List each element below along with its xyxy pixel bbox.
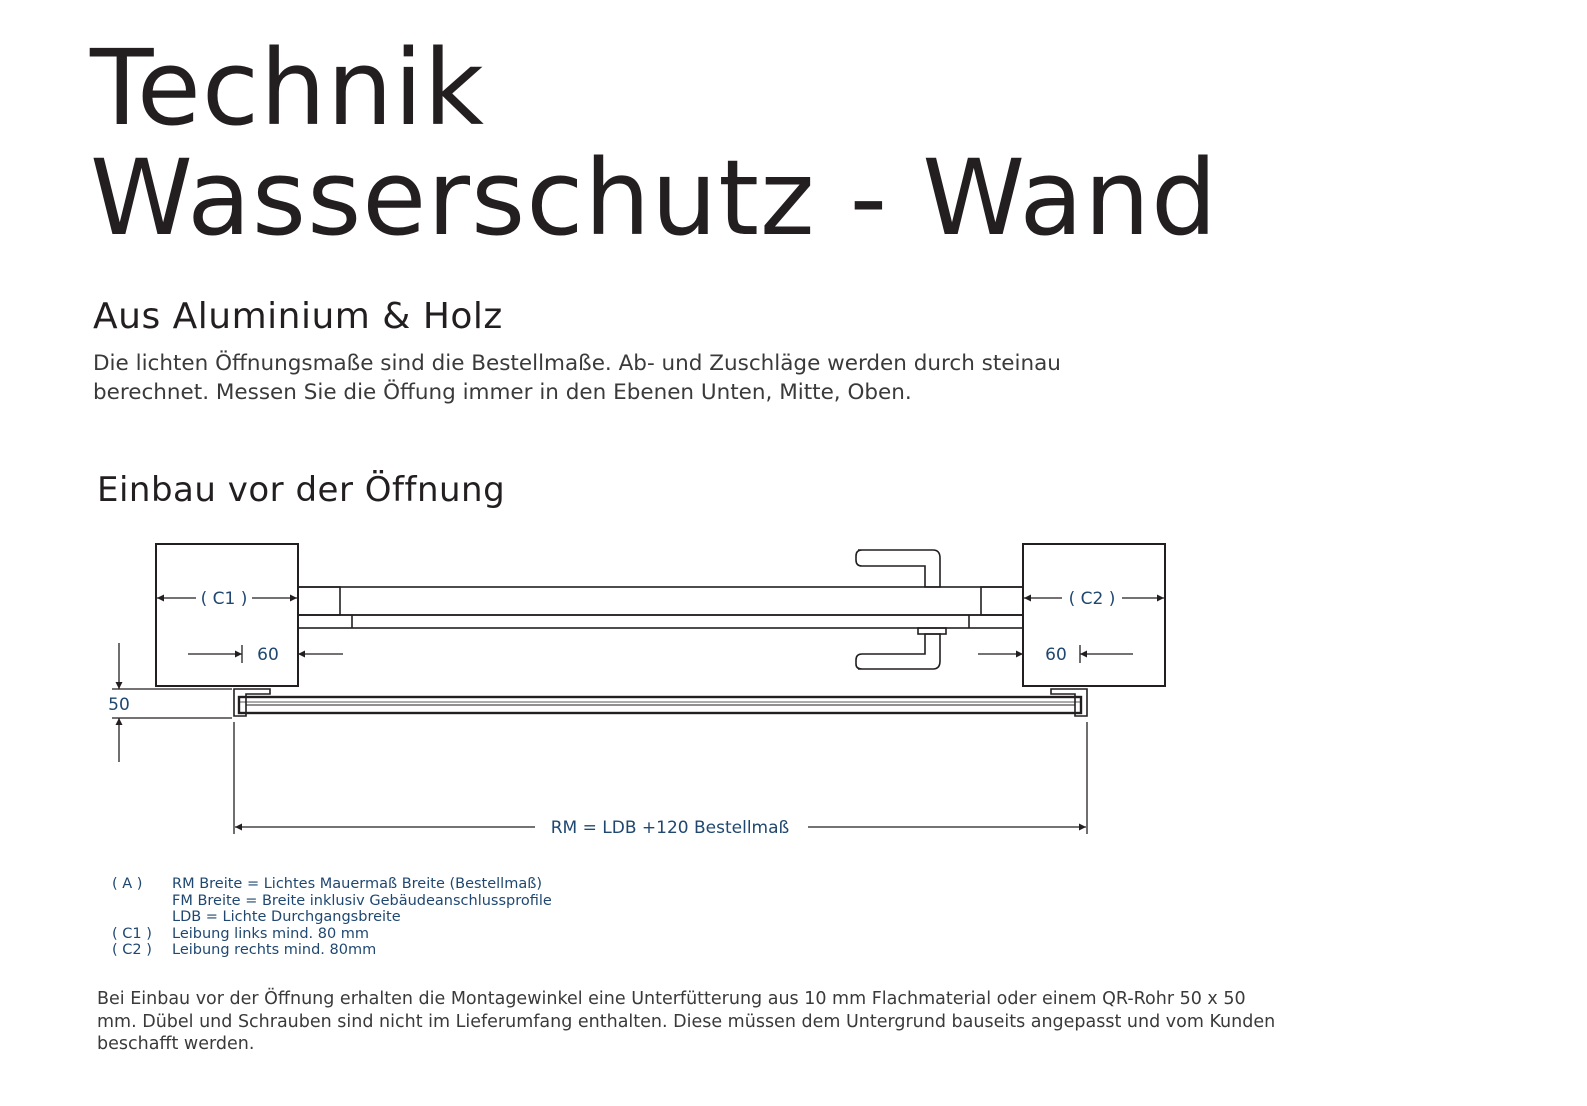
- label-c2: ( C2 ): [1068, 589, 1116, 609]
- dimension-left-60-label: 60: [257, 645, 279, 665]
- dimension-right-60-label: 60: [1045, 645, 1067, 665]
- frame-profile: [234, 689, 1087, 716]
- page-title-line-1: Technik: [90, 27, 485, 149]
- legend-key: [112, 909, 172, 926]
- legend-key: ( C1 ): [112, 925, 152, 942]
- dimension-50: [112, 643, 232, 762]
- legend-row: [112, 893, 552, 910]
- section-title: Einbau vor der Öffnung: [97, 470, 506, 510]
- legend-row: [112, 909, 552, 926]
- legend-key: ( C2 ): [112, 942, 152, 958]
- legend-text: LDB = Lichte Durchgangsbreite: [172, 909, 401, 925]
- subtitle: Aus Aluminium & Holz: [93, 296, 503, 337]
- label-c1: ( C1 ): [200, 589, 248, 609]
- legend-key: [112, 893, 172, 910]
- dimension-50-label: 50: [108, 695, 130, 715]
- page-title-line-2: Wasserschutz - Wand: [90, 137, 1219, 259]
- door-handle: [856, 550, 946, 669]
- door-leaf: [298, 587, 1023, 628]
- dimension-total-label: RM = LDB +120 Bestellmaß: [550, 818, 790, 838]
- legend-text: RM Breite = Lichtes Mauermaß Breite (Bestellmaß): [172, 876, 543, 892]
- legend-row: [112, 926, 552, 943]
- legend: [112, 876, 552, 959]
- legend-text: FM Breite = Breite inklusiv Gebäudeanschlussprofile: [172, 892, 552, 909]
- legend-text: Leibung links mind. 80 mm: [172, 925, 370, 942]
- legend-row: [112, 876, 552, 893]
- installation-note: Bei Einbau vor der Öffnung erhalten die Montagewinkel eine Unterfütterung aus 10 mm Flachmaterial oder einem QR-Rohr 50 x 50 mm. Dübel und Schrauben sind nicht im Lieferumfang enthalten. Diese müssen dem Untergrund bauseits angepasst und vom Kunden beschafft werden.: [97, 989, 1276, 1054]
- intro-paragraph: Die lichten Öffnungsmaße sind die Bestellmaße. Ab- und Zuschläge werden durch steinau berechnet. Messen Sie die Öffung immer in den Ebenen Unten, Mitte, Oben.: [93, 351, 1061, 405]
- legend-key: ( A ): [112, 876, 143, 892]
- legend-text: Leibung rechts mind. 80mm: [172, 942, 377, 958]
- legend-row: [112, 942, 552, 959]
